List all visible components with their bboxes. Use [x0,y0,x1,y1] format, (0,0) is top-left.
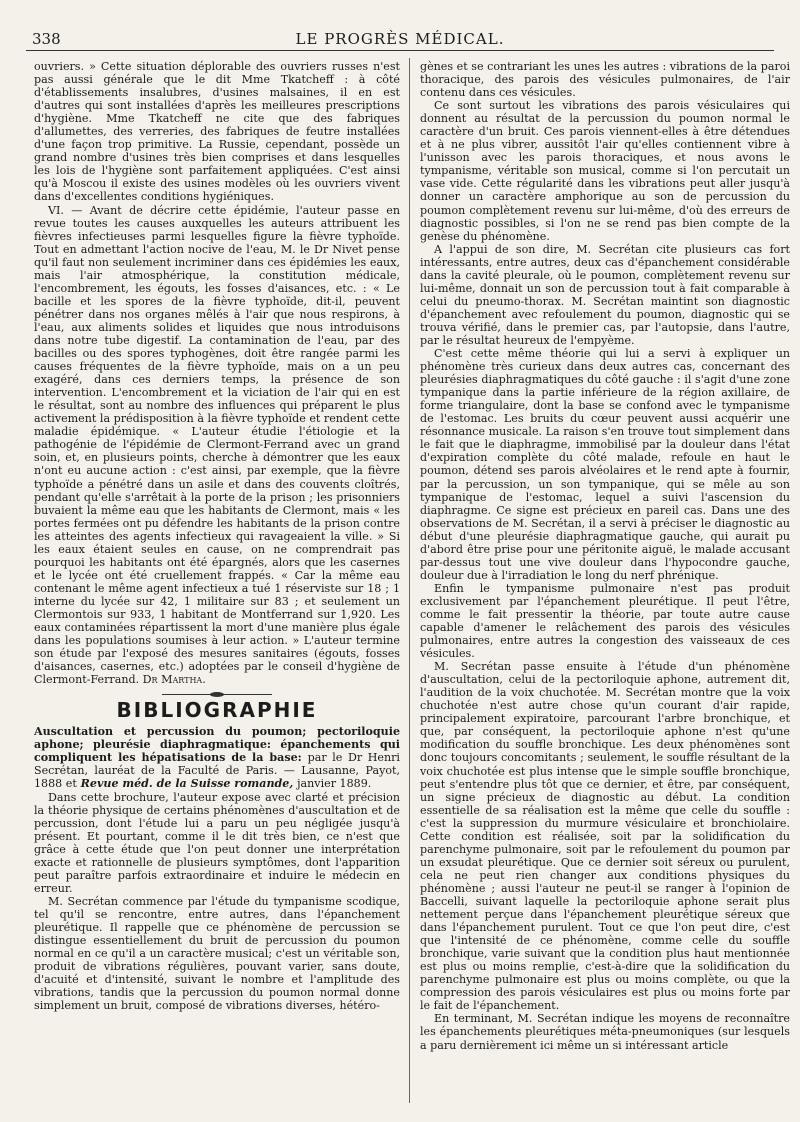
entry-title-text: Auscultation et percussion du poumon; pectoriloquie aphone; pleurésie diaphragmatique: épanchements qui compliquent les hépatisations de la base: [34,725,400,765]
journal-title: LE PROGRÈS MÉDICAL. [295,30,505,48]
paragraph: M. Secrétan passe ensuite à l'étude d'un phénomène d'auscultation, celui de la pectoriloquie aphone, autrement dit, l'audition de la voix chuchotée. M. Secrétan montre que la voix chuchotée n'est autre chose qu'un courant d'air rapide, principalement expiratoire, parcourant l'arbre bronchique, et que, par conséquent, la pectoriloquie aphone n'est qu'une modification du souffle bronchique. Les deux phénomènes sont donc toujours concomitants ; seulement, le souffle résultant de la voix chuchotée est plus intense que le simple souffle bronchique, peut s'entendre plus tôt que ce dernier, et être, par conséquent, un signe précieux de diagnostic au début. La condition essentielle de sa réalisation est la même que celle du souffle : c'est la suppression du murmure vésiculaire et bronchiolaire. Cette condition est réalisée, soit par la solidification du parenchyme pulmonaire, soit par le refoulement du poumon par un exsudat pleurétique. Que ce dernier soit séreux ou purulent, cela ne peut rien changer aux conditions physiques du phénomène ; aussi l'auteur ne peut-il se ranger à l'opinion de Baccelli, suivant laquelle la pectoriloquie aphone serait plus nettement perçue dans l'épanchement pleurétique séreux que dans l'épanchement purulent. Tout ce que l'on peut dire, c'est que l'intensité de ce phénomène, comme celle du souffle bronchique, varie suivant que la condition plus haut mentionnée est plus ou moins remplie, c'est-à-dire que la solidification du parenchyme pulmonaire est plus ou moins complète, ou que la compression des parois vésiculaires est plus ou moins forte par le fait de l'épanchement. [420,660,790,1013]
paragraph: A l'appui de son dire, M. Secrétan cite plusieurs cas fort intéressants, entre autres, deux cas d'épanchement considérable dans la cavité pleurale, où le poumon, complètement revenu sur lui-même, donnait un son de percussion tout à fait comparable à celui du pneumo-thorax. M. Secrétan maintint son diagnostic d'épanchement avec refoulement du poumon, diagnostic qui se trouva vérifié, dans le premier cas, par l'autopsie, dans l'autre, par le résultat heureux de l'empyème. [420,242,790,347]
paragraph-text: VI. — Avant de décrire cette épidémie, l'auteur passe en revue toutes les causes auxquelles les auteurs attribuent les fièvres infectieuses parmi lesquelles figure la fièvre typhoïde. Tout en admettant l'action nocive de l'eau, M. le Dr Nivet pense qu'il faut non seulement incriminer dans ces épidémies les eaux, mais l'air atmosphérique, la constitution médicale, l'encombrement, les égouts, les fosses d'aisances, etc. : « Le bacille et les spores de la fièvre typhoïde, dit-il, peuvent pénétrer dans nos organes mêlés à l'air que nous respirons, à l'eau, aux aliments solides et liquides que nous introduisons dans notre tube digestif. La contamination de l'eau, par des bacilles ou des spores typhogènes, doit être rangée parmi les causes fréquentes de la fièvre typhoïde, mais on a un peu exagéré, dans ces derniers temps, la présence de son intervention. L'encombrement et la viciation de l'air qui en est le résultat, sont au nombre des influences qui préparent le plus activement la prédisposition à la fièvre typhoïde et rendent cette maladie épidémique. « L'auteur étudie l'étiologie et la pathogénie de l'épidémie de Clermont-Ferrand avec un grand soin, et, en plusieurs points, cherche à démontrer que les eaux n'ont eu aucune action : c'est ainsi, par exemple, que la fièvre typhoïde a pénétré dans un asile et dans des couvents cloîtrés, pendant qu'elle s'arrêtait à la porte de la prison ; les prisonniers buvaient la même eau que les habitants de Clermont, mais « les portes fermées ont pu défendre les habitants de la prison contre les atteintes des agents infectieux qui ravageaient la ville. » Si les eaux étaient seules en cause, on ne comprendrait pas pourquoi les habitants ont été épargnés, alors que les casernes et le lycée ont été cruellement frappés. « Car la même eau contenant le même agent infectieux a tué 1 réserviste sur 18 ; 1 interne du lycée sur 42, 1 militaire sur 83 ; et seulement un Clermontois sur 933, 1 habitant de Montferrand sur 1,920. Les eaux contaminées répartissent la mort d'une manière plus égale dans les populations soumises à leur action. » L'auteur termine son étude par l'exposé des mesures sanitaires (égouts, fosses d'aisances, casernes, etc.) adoptées par le conseil d'hygiène de Clermont-Ferrand. [34,203,400,687]
paragraph: gènes et se contrariant les unes les autres : vibrations de la paroi thoracique, des parois des vésicules pulmonaires, de l'air contenu dans ces vésicules. [420,60,790,100]
paragraph: M. Secrétan commence par l'étude du tympanisme scodique, tel qu'il se rencontre, entre autres, dans l'épanchement pleurétique. Il rappelle que ce phénomène de percussion se distingue essentiellement du bruit de percussion du poumon normal en ce qu'il a un caractère musical; c'est un véritable son, produit de vibrations régulières, pouvant varier, sans doute, d'acuité et d'intensité, suivant le nombre et l'amplitude des vibrations, tandis que la percussion du poumon normal donne simplement un bruit, composé de vibrations diverses, hétéro- [34,894,400,1013]
right-column [420,60,790,1100]
paragraph: En terminant, M. Secrétan indique les moyens de reconnaître les épanchements pleurétiques méta-pneumoniques (sur lesquels a paru dernièrement ici même un si intéressant article [420,1012,790,1052]
paragraph: ouvriers. » Cette situation déplorable des ouvriers russes n'est pas aussi générale que le dit Mme Tkatcheff : à côté d'établissements insalubres, d'usines malsaines, il en est d'autres qui sont installées d'après les meilleures prescriptions d'hygiène. Mme Tkatcheff ne cite que des fabriques d'allumettes, des verreries, des fabriques de feutre installées d'une façon trop primitive. La Russie, cependant, possède un grand nombre d'usines très bien comprises et dans lesquelles les lois de l'hygiène sont parfaitement appliquées. C'est ainsi qu'à Moscou il existe des usines modèles où les ouvriers vivent dans d'excellentes conditions hygiéniques. [34,60,400,204]
running-header [26,30,774,51]
entry-date: janvier 1889. [297,777,372,791]
bibliography-entry-title [34,725,400,790]
left-column [34,60,400,1100]
ornament-divider [162,692,272,698]
paragraph: C'est cette même théorie qui lui a servi à expliquer un phénomène très curieux dans deux autres cas, concernant des pleurésies diaphragmatiques du côté gauche : il s'agit d'une zone tympanique dans la partie inférieure de la région axillaire, de forme triangulaire, dont la base se confond avec le tympanisme de l'estomac. Les bruits du cœur peuvent aussi acquérir une résonnance musicale. La raison s'en trouve tout simplement dans le fait que le diaphragme, immobilisé par la douleur dans l'état d'expiration complète du côté malade, refoule en haut le poumon, détend ses parois alvéolaires et le rend apte à fournir, par la percussion, un son tympanique, qui se mêle au son tympanique de l'estomac, lequel a suivi l'ascension du diaphragme. Ce signe est précieux en pareil cas. Dans une des observations de M. Secrétan, il a servi à préciser le diagnostic au début d'une pleurésie diaphragmatique gauche, qui aurait pu d'abord être prise pour une péritonite aiguë, le malade accusant par-dessus tout une vive douleur dans l'hypocondre gauche, douleur due à l'irradiation le long du nerf phrénique. [420,347,790,582]
paragraph: Enfin le tympanisme pulmonaire n'est pas produit exclusivement par l'épanchement pleurétique. Il peut l'être, comme le fait pressentir la théorie, par toute autre cause capable d'amener le relâchement des parois des vésicules pulmonaires, entre autres la congestion des vaisseaux de ces vésicules. [420,581,790,661]
author-signature: Dr Martha. [142,673,206,687]
column-divider [409,58,410,1103]
paragraph: Ce sont surtout les vibrations des parois vésiculaires qui donnent au résultat de la percussion du poumon normal le caractère d'un bruit. Ces parois viennent-elles à être détendues et à ne plus vibrer, aussitôt l'air qu'elles contiennent vibre à l'unisson avec les parois thoraciques, et nous avons le tympanisme, véritable son musical, comme si l'on percutait un vase vide. Cette régularité dans les vibrations peut aller jusqu'à donner un caractère amphorique au son de percussion du poumon complètement revenu sur lui-même, d'où des erreurs de diagnostic possibles, si l'on ne se rend pas bien compte de la genèse du phénomène. [420,99,790,243]
page-number: 338 [32,30,61,48]
paragraph: Dans cette brochure, l'auteur expose avec clarté et précision la théorie physique de certains phénomènes d'auscultation et de percussion, dont l'étude lui a paru un peu négligée jusqu'à présent. Et pourtant, comme il le dit très bien, ce n'est que grâce à cette étude que l'on peut donner une interprétation exacte et rationnelle de plusieurs symptômes, dont l'apparition peut paraître parfois extraordinaire et induire le médecin en erreur. [34,790,400,895]
section-heading: BIBLIOGRAPHIE [116,698,318,723]
entry-author: par le Dr Henri Secrétan, lauréat de la Faculté de Paris. — Lausanne, Payot, 1888 et [34,751,400,791]
entry-journal: Revue méd. de la Suisse romande, [80,777,294,791]
paragraph [34,204,400,687]
